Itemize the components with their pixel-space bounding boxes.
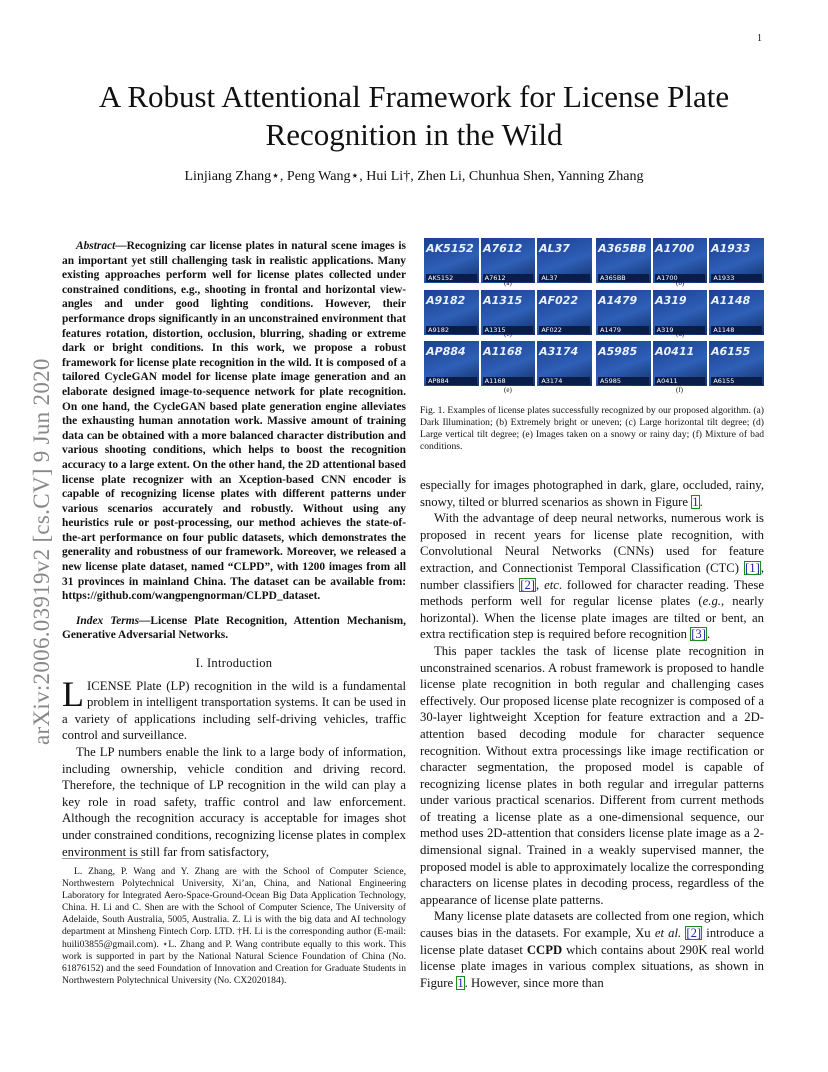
figure-sublabel-c: (c) [504, 330, 512, 338]
page-number: 1 [757, 33, 762, 44]
plate-image: A1315 A1315 [481, 290, 536, 335]
body-paragraph-4: Many license plate datasets are collected from one region, which causes bias in the datasets. For example, Xu et al. [2] introduce a license plate dataset CCPD which contains about 290K real world license plate images in various complex situations, as shown in Figure 1. However, since more than [420, 909, 765, 990]
paper-title: A Robust Attentional Framework for License Plate Recognition in the Wild [98, 79, 730, 152]
figure-sublabel-b: (b) [676, 279, 685, 287]
body-paragraph-1: especially for images photographed in dark, glare, occluded, rainy, snowy, tilted or blurred scenarios as shown in Figure 1. [420, 478, 764, 509]
drop-cap: L [62, 673, 84, 714]
footnote: L. Zhang, P. Wang and Y. Zhang are with the School of Computer Science, Northwestern Polytechnical University, Xi’an, China, and National Engineering Laboratory for Integrated Aero-Space-Ground-Ocean Big Data Application Technology, China. H. Li and C. Shen are with the School of Computer Science, The University of Adelaide, South Australia, 5005, Australia. Z. Li is with the big data and AI technology department at Minsheng Fintech Corp. LTD. †H. Li is the corresponding author (E-mail: huili03855@gmail.com). ⋆L. Zhang and P. Wang contribute equally to this work. This work is supported in part by the National Natural Science Foundation of China (No. 61876152) and the seed Foundation of Innovation and Creation for Graduate Students in Northwestern Polytechnical University (No. CX2020184). [62, 866, 406, 986]
plate-image: A319 A319 [653, 290, 708, 335]
figure-ref-link[interactable]: 1 [457, 975, 464, 990]
plate-image: A1700 A1700 [653, 238, 708, 283]
citation-link[interactable]: [2] [686, 926, 702, 941]
plate-image: A6155 A6155 [709, 341, 764, 386]
author-list: Linjiang Zhang⋆, Peng Wang⋆, Hui Li†, Zhen Li, Chunhua Shen, Yanning Zhang [184, 169, 644, 184]
plate-image: AK5152 AK5152 [424, 238, 479, 283]
abstract-lead: Abstract [76, 240, 116, 252]
body-paragraph-3: This paper tackles the task of license plate recognition in unconstrained scenarios. A robust framework is proposed to handle license plate recognition in both regular and challenging cases effectively. Our proposed license plate recognizer is composed of a 30-layer lightweight Xception for feature extraction and a 2D-attention based decoding module for character sequence recognition. Without extra processings like image rectification or character segmentation, the proposed model is capable of recognizing license plates in both regular and irregular patterns under various practical scenarios. Different from current methods of treating a license plate as a one-dimensional sequence, our method uses 2D-attention that considers license plate image as a 2-dimensional signal. Trained in a weakly supervised manner, the proposed model is able to approximately localize the corresponding characters on license plates in decoding process, regardless of the appearance of license plate patterns. [420, 643, 764, 907]
intro-text-1: ICENSE Plate (LP) recognition in the wild is a fundamental problem in intelligent transportation systems. It can be used in a variety of applications including self-driving vehicles, traffic control and surveillance. [62, 678, 406, 743]
plate-image: A1933 A1933 [709, 238, 764, 283]
arxiv-stamp: arXiv:2006.03919v2 [cs.CV] 9 Jun 2020 [29, 358, 54, 745]
plate-image: A9182 A9182 [424, 290, 479, 335]
citation-link[interactable]: [2] [520, 577, 536, 592]
figure-sublabel-d: (d) [676, 330, 685, 338]
figure-panel-e [424, 341, 592, 389]
plate-image: AF022 AF022 [537, 290, 592, 335]
intro-paragraph-2: The LP numbers enable the link to a large body of information, including ownership, vehicle condition and driving record. Therefore, the technique of LP recognition in the wild can play a key role in road safety, traffic control and law enforcement. Although the recognition accuracy is acceptable for images shot under constrained conditions, recognizing license plates in complex environment is still far from satisfactory, [62, 745, 406, 859]
plate-image: A1148 A1148 [709, 290, 764, 335]
abstract-text: —Recognizing car license plates in natural scene images is an important yet still challenging task in realistic applications. Many existing approaches perform well for license plates collected under constrained conditions, e.g., shooting in frontal and horizontal view-angles and under good lighting conditions. However, their performance drops significantly in an unconstrained environment that features rotation, distortion, occlusion, blurring, shading or extreme dark or bright conditions. In this work, we propose a robust framework for license plate recognition in the wild. It is composed of a tailored CycleGAN model for license plate image generation and an elaborate designed image-to-sequence network for plate recognition. On one hand, the CycleGAN based plate generation engine alleviates the exhausting human annotation work. Massive amount of training data can be obtained with a more balanced character distribution and various shooting conditions, which helps to boost the recognition accuracy to a large extent. On the other hand, the 2D attentional based license plate recognizer with an Xception-based CNN encoder is capable of recognizing license plates with different patterns under various scenarios accurately and robustly. Without using any heuristics rule or post-processing, our method achieves the state-of-the-art performance on four public datasets, which demonstrates the generality and robustness of our framework. Moreover, we released a new license plate dataset, named “CLPD”, with 1200 images from all 31 provinces in mainland China. The dataset can be available from: https://github.com/wangpengnorman/CLPD_dataset. [62, 240, 406, 603]
index-terms [62, 614, 406, 643]
figure-ref-link[interactable]: 1 [692, 494, 699, 509]
body-paragraph-2: With the advantage of deep neural networks, numerous work is proposed in recent years for license plate recognition, with Convolutional Neural Networks (CNNs) used for feature extraction, and Connectionist Temporal Classification (CTC) [1], number classifiers [2], etc. followed for character reading. These methods perform well for regular license plates (e.g., nearly horizontal). When the license plate images are tilted or bent, an extra rectification step is required before recognition [3]. [420, 511, 765, 642]
abstract [62, 239, 406, 604]
plate-image: A1479 A1479 [596, 290, 651, 335]
plate-image: A0411 A0411 [653, 341, 708, 386]
intro-paragraph-1 [62, 673, 406, 744]
figure-sublabel-e: (e) [504, 386, 512, 394]
section-heading: I. Introduction [195, 656, 273, 671]
figure-sublabel-f: (f) [676, 386, 683, 394]
plate-image: A1168 A1168 [481, 341, 536, 386]
plate-image: AL37 AL37 [537, 238, 592, 283]
footnote-rule [62, 858, 142, 859]
figure-panel-f [596, 341, 764, 389]
index-terms-text: —License Plate Recognition, Attention Mechanism, Generative Adversarial Networks. [62, 614, 406, 642]
right-column [420, 477, 764, 991]
plate-image: A5985 A5985 [596, 341, 651, 386]
plate-image: A7612 A7612 [481, 238, 536, 283]
figure-sublabel-a: (a) [504, 279, 512, 287]
index-terms-lead: Index Terms [76, 614, 140, 627]
figure-1 [424, 238, 764, 396]
plate-image: A3174 A3174 [537, 341, 592, 386]
plate-image: A365BB A365BB [596, 238, 651, 283]
plate-image: AP884 AP884 [424, 341, 479, 386]
left-column [62, 239, 406, 860]
citation-link[interactable]: [1] [745, 560, 760, 575]
figure-caption: Fig. 1. Examples of license plates successfully recognized by our proposed algorithm. (a) Dark Illumination; (b) Extremely bright or uneven; (c) Large horizontal tilt degree; (d) Large vertical tilt degree; (e) Images taken on a snowy or rainy day; (f) Mixture of bad conditions. [420, 405, 764, 453]
citation-link[interactable]: [3] [691, 627, 706, 642]
